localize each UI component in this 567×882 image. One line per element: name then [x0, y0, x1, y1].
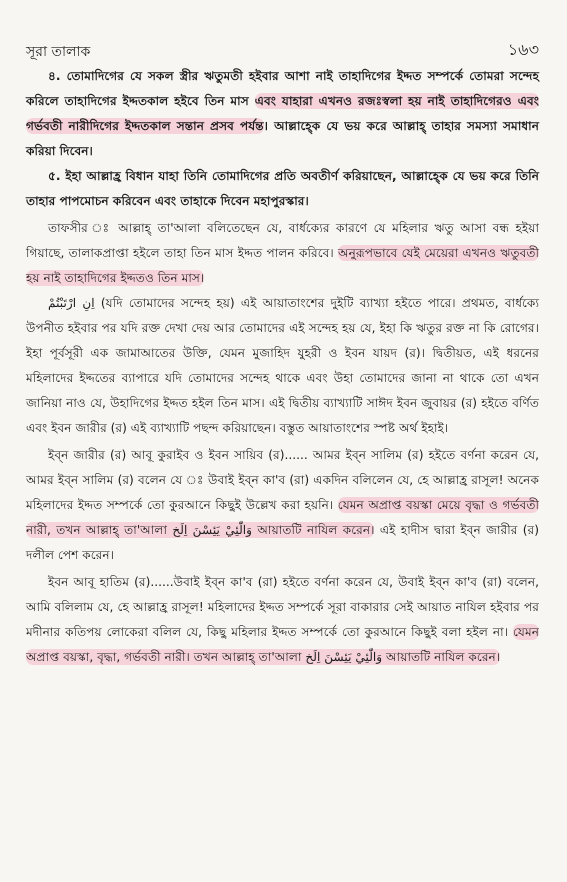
verse-5: ৫. ইহা আল্লাহ্র বিধান যাহা তিনি তোমাদিগের প্রতি অবতীর্ণ করিয়াছেন, আল্লাহ্কে যে ভয় করে তিনি তাহার পাপমোচন করিবেন এবং তাহাকে দিবেন মহাপুরস্কার।: [26, 169, 539, 208]
ibn-abi-hatim-highlight-end: আয়াতটি নাযিল করেন।: [382, 650, 501, 664]
verse-4-highlight: এবং যাহারা এখনও রজঃস্বলা হয় নাই তাহাদিগেরও এবং গর্ভবতী নারীদিগের ইদ্দতকাল সন্তান প্রসব পর্যন্ত: [26, 94, 539, 133]
ibn-jarir-text: ইব্ন জারীর (র) আবূ কুরাইব ও ইবন সায়িব (র)...... আমর ইব্ন সালিম (র) হইতে বর্ণনা করেন যে, আমর ইব্ন সালিম (র) বলেন যে ঃ উবাই ইব্ন কা'ব (রা) একদিন বলিলেন যে, হে আল্লাহ্র রাসূল! অনেক মহিলাদের ইদ্দত সম্পর্কে তো কুরআনে কিছুই উল্লেখ করা হয়নি।: [26, 448, 539, 512]
ibn-jarir-highlight-text: যেমন অপ্রাপ্ত বয়স্কা মেয়ে বৃদ্ধা ও গর্ভবতী নারী, তখন আল্লাহ্ তা'আলা: [26, 498, 540, 537]
verse-4: [26, 64, 539, 164]
ibn-abi-hatim-paragraph: [26, 570, 539, 670]
page-header: [26, 30, 539, 64]
arabic-phrase: اِنِ ارْتَبْتُمْ: [48, 296, 95, 310]
page-number: ১৬৩: [507, 40, 539, 59]
ibn-jarir-paragraph: [26, 443, 539, 568]
verse-4-text: ৪. তোমাদিগের যে সকল স্ত্রীর ঋতুমতী হইবার আশা নাই তাহাদিগের ইদ্দত সম্পর্কে তোমরা সন্দেহ করিলে তাহাদিগের ইদ্দতকাল হইবে তিন মাস: [26, 69, 539, 108]
verse-4-text-end: । আল্লাহ্কে যে ভয় করে আল্লাহ্ তাহার সমস্যা সমাধান করিয়া দিবেন।: [26, 119, 539, 158]
ibn-abi-hatim-text: ইবন আবূ হাতিম (র)......উবাই ইব্ন কা'ব (রা) হইতে বর্ণনা করেন যে, উবাই ইব্ন কা'ব (রা) বলেন, আমি বলিলাম যে, হে আল্লাহ্র রাসূল! মহিলাদের ইদ্দত সম্পর্কে সূরা বাকারার সেই আয়াত নাযিল হইবার পর মদীনার কতিপয় লোকেরা বলিল যে, কিছু মহিলার ইদ্দত সম্পর্কে তো কুরআনে কিছুই বলা হইল না।: [26, 575, 539, 639]
ibn-abi-hatim-highlight-text: যেমন অপ্রাপ্ত বয়স্কা, বৃদ্ধা, গর্ভবতী নারী। তখন আল্লাহ্ তা'আলা: [26, 625, 539, 664]
tafsir-text: তাফসীর ঃ আল্লাহ্ তা'আলা বলিতেছেন যে, বার্ধক্যের কারণে যে মহিলার ঋতু আসা বন্ধ হইয়া গিয়াছে, তালাকপ্রাপ্তা হইলে তাহা তিন মাস ইদ্দত পালন করিবে।: [26, 221, 539, 260]
tafsir-paragraph: [26, 216, 539, 291]
surah-title: সূরা তালাক: [26, 44, 91, 60]
irtabtum-text: (যদি তোমাদের সন্দেহ হয়) এই আয়াতাংশের দুইটি ব্যাখ্যা হইতে পারে। প্রথমত, বার্ধক্যে উপনীত হইবার পর যদি রক্ত দেখা দেয় আর তোমাদের এই সন্দেহ হয় যে, ইহা কি ঋতুর রক্ত না কি রোগের। ইহা পূর্বসূরী এক জামাআতের উক্তি, যেমন মুজাহিদ যুহরী ও ইবন যায়দ (র)। দ্বিতীয়ত, এই ধরনের মহিলাদের ইদ্দতের ব্যাপারে যদি তোমাদের সন্দেহ থাকে এবং উহা তোমাদের জানা না থাকে তো এখন জানিয়া নাও যে, উহাদিগের ইদ্দত হইল তিন মাস। এই দ্বিতীয় ব্যাখ্যাটি সাঈদ ইবন জুবায়র (র) হইতে বর্ণিত এবং ইবন জারীর (র) এই ব্যাখ্যাটি পছন্দ করিয়াছেন। বস্তুত আয়াতাংশের স্পষ্ট অর্থ ইহাই।: [26, 296, 539, 435]
ibn-jarir-highlight-end: আয়াতটি নাযিল করেন।: [252, 523, 375, 537]
arabic-verse-ref: وَالّٰئِيْ يَئِسْنَ اِلَخ: [172, 523, 253, 537]
tafsir-highlight: অনুরূপভাবে যেই মেয়েরা এখনও ঋতুবতী হয় নাই তাহাদিগের ইদ্দতও তিন মাস।: [26, 246, 539, 285]
irtabtum-paragraph: [26, 291, 539, 441]
ibn-jarir-text-end: এই হাদীস দ্বারা ইব্ন জারীর (র) দলীল পেশ করেন।: [26, 523, 539, 562]
arabic-verse-ref: وَالّٰئِيْ يَئِسْنَ اِلَخ: [305, 650, 383, 664]
